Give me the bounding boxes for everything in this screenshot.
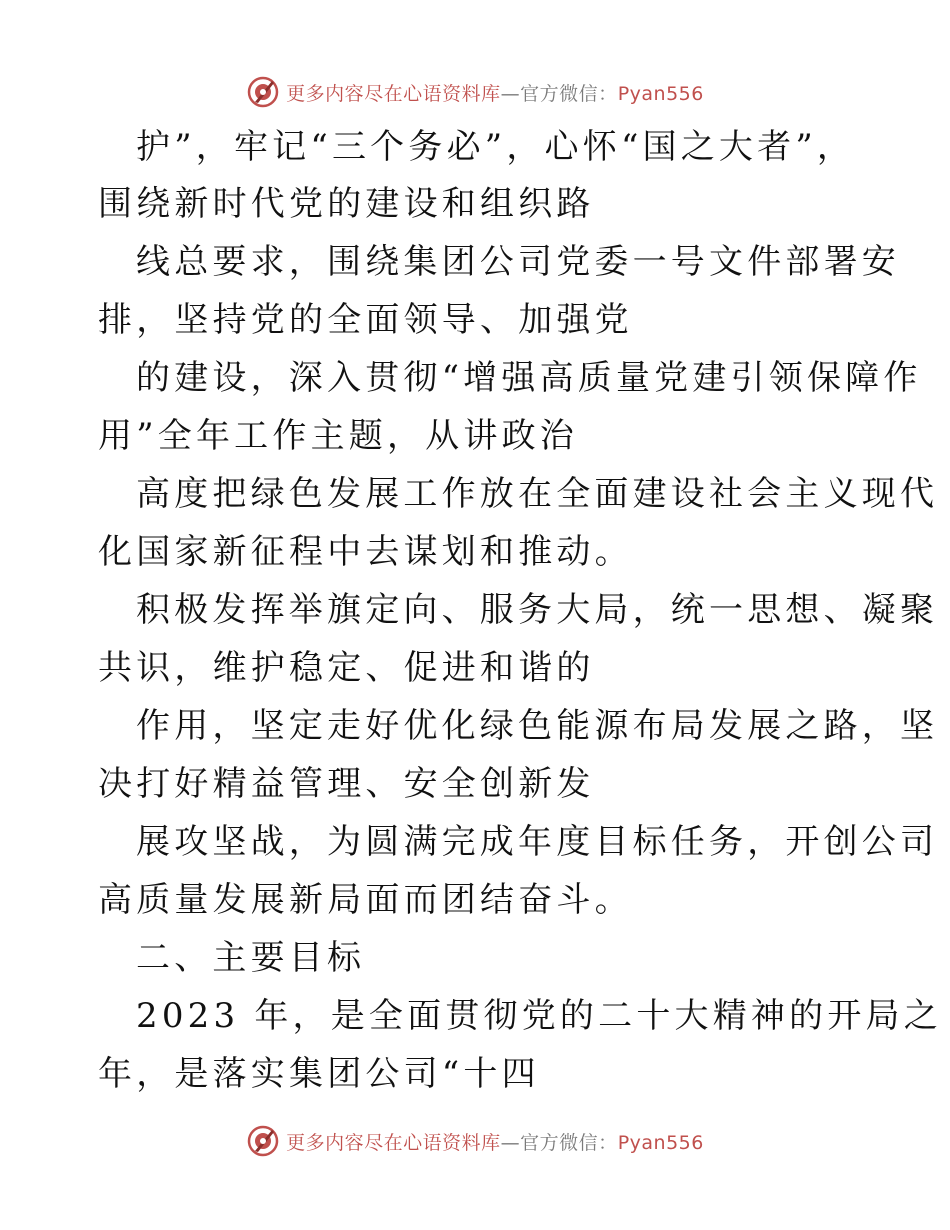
body-line: 2023 年，是全面贯彻党的二十大精神的开局之 [136,996,942,1036]
body-line: 护”，牢记“三个务必”，心怀“国之大者”， [136,127,856,167]
body-line: 高质量发展新局面而团结奋斗。 [98,880,633,920]
quill-seal-icon [246,1124,280,1158]
body-line: 积极发挥举旗定向、服务大局，统一思想、凝聚 [136,590,939,630]
body-line: 共识，维护稳定、促进和谐的 [98,648,595,688]
body-line: 高度把绿色发展工作放在全面建设社会主义现代 [136,474,939,514]
body-line: 用”全年工作主题，从讲政治 [98,416,578,456]
watermark-text: 更多内容尽在心语资料库—官方微信：Pyan556 [286,82,704,105]
body-line: 的建设，深入贯彻“增强高质量党建引领保障作 [136,358,922,398]
body-line: 作用，坚定走好优化绿色能源布局发展之路，坚 [136,706,939,746]
body-line: 化国家新征程中去谋划和推动。 [98,532,633,572]
body-line: 排，坚持党的全面领导、加强党 [98,300,633,340]
body-line: 线总要求，围绕集团公司党委一号文件部署安 [136,242,900,282]
body-line: 围绕新时代党的建设和组织路 [98,184,595,224]
body-line: 展攻坚战，为圆满完成年度目标任务，开创公司 [136,822,939,862]
body-line: 年，是落实集团公司“十四 [98,1054,540,1094]
watermark-text: 更多内容尽在心语资料库—官方微信：Pyan556 [286,1131,704,1154]
section-heading: 二、主要目标 [136,938,366,978]
body-line: 决打好精益管理、安全创新发 [98,764,595,804]
watermark-banner-bottom [0,1121,950,1161]
